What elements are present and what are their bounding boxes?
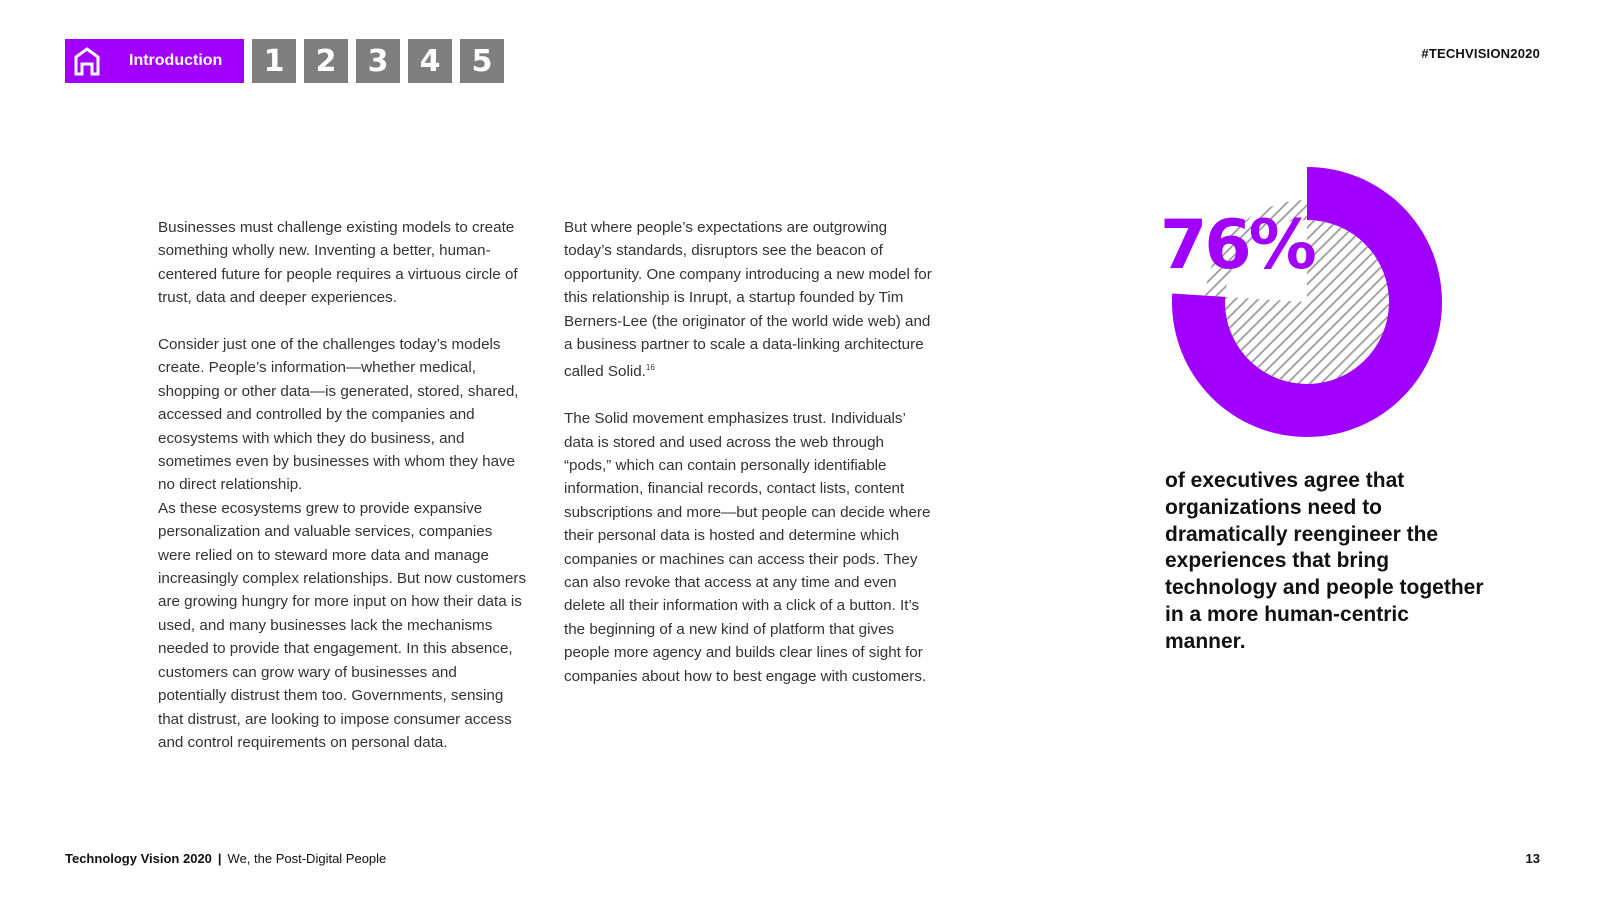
chapter-nav: [65, 39, 504, 83]
nav-chapter-3-button[interactable]: 3: [356, 39, 400, 83]
nav-chapter-4-button[interactable]: 4: [408, 39, 452, 83]
footnote-ref: 16: [645, 363, 655, 373]
nav-chapter-2-button[interactable]: 2: [304, 39, 348, 83]
hashtag: #TECHVISION2020: [1421, 46, 1540, 61]
stat-description: of executives agree that organizations need to dramatically reengineer the experiences that bring technology and people together in a more human-centric manner.: [1165, 469, 1484, 653]
paragraph: Consider just one of the challenges today’s models create. People’s information—whether medical, shopping or other data—is generated, stored, shared, accessed and controlled by the companies and ecosystems with which they do business, and sometimes even by businesses with whom they have no direct relationship.: [158, 336, 519, 494]
footer-brand: Technology Vision 2020: [65, 851, 212, 866]
nav-introduction-button[interactable]: [65, 39, 244, 83]
paragraph: Businesses must challenge existing models to create something wholly new. Inventing a better, human-centered future for people requires a virtuous circle of trust, data and deeper experiences.: [158, 219, 518, 307]
footer-separator: |: [217, 851, 222, 866]
page-number: 13: [1525, 851, 1540, 866]
footer: [65, 851, 386, 866]
stat-percent: 76%: [1160, 206, 1314, 285]
body-column-left: [158, 216, 528, 778]
paragraph: The Solid movement emphasizes trust. Individuals’ data is stored and used across the web through “pods,” which can contain personally identifiable information, financial records, contact lists, content subscriptions and more—but people can decide where their personal data is hosted and determine which companies or machines can access their pods. They can also revoke that access at any time and even delete all their information with a click of a button. It’s the beginning of a new kind of platform that gives people more agency and builds clear lines of sight for companies about how to best engage with customers.: [564, 410, 931, 685]
footer-subtitle: We, the Post-Digital People: [227, 851, 387, 866]
paragraph-text: But where people’s expectations are outgrowing today’s standards, disruptors see the beacon of opportunity. One company introducing a new model for this relationship is Inrupt, a startup founded by Tim Berners-Lee (the originator of the world wide web) and a business partner to scale a data-linking architecture called Solid.: [564, 219, 932, 381]
paragraph: As these ecosystems grew to provide expansive personalization and valuable services, companies were relied on to steward more data and manage increasingly complex relationships. But now customers are growing hungry for more input on how their data is used, and many businesses lack the mechanisms needed to provide that engagement. In this absence, customers can grow wary of businesses and potentially distrust them too. Governments, sensing that distrust, are looking to impose consumer access and control requirements on personal data.: [158, 499, 527, 751]
nav-introduction-label: Introduction: [129, 52, 223, 69]
nav-chapter-5-button[interactable]: 5: [460, 39, 504, 83]
nav-chapter-1-button[interactable]: 1: [252, 39, 296, 83]
paragraph: [564, 216, 934, 384]
home-icon: [73, 46, 101, 76]
body-column-right: [564, 216, 934, 712]
